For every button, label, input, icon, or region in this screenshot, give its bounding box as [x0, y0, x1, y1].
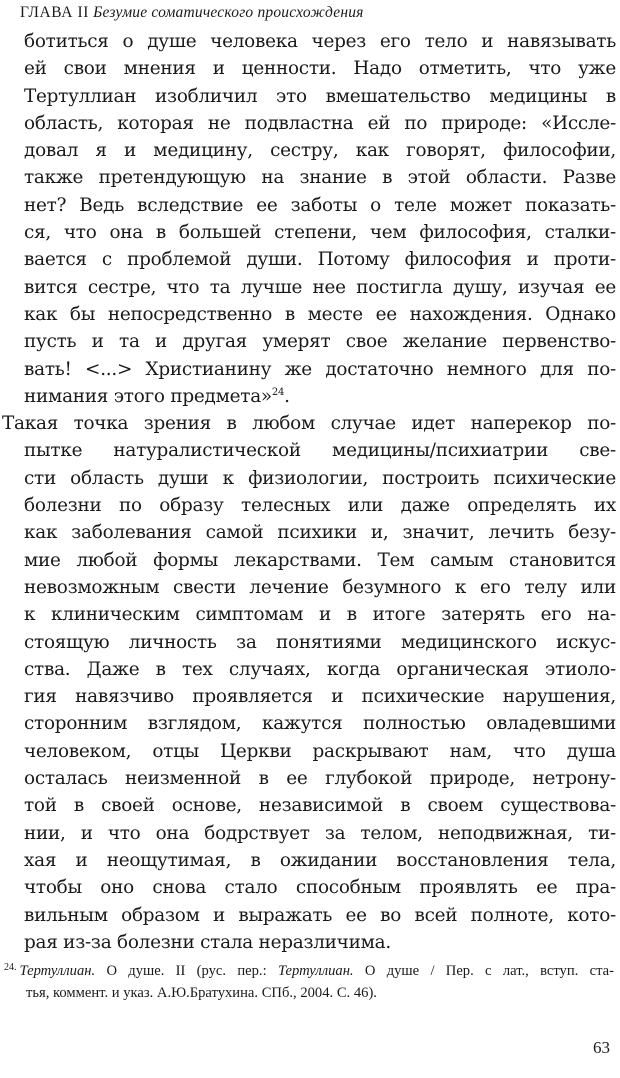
text-line: хая и неощутимая, в ожидании восстановления тела,	[24, 849, 616, 871]
text-line: гия навязчиво проявляется и психические нарушения,	[24, 686, 616, 708]
text-line: вается с проблемой души. Потому философия и проти-	[24, 249, 616, 271]
text-line: вится сестре, что та лучше нее постигла душу, изучая ее	[24, 276, 616, 298]
text-line: чтобы оно снова стало способным проявлять ее пра-	[24, 877, 616, 899]
text-line: вать! <...> Христианину же достаточно немного для по-	[24, 358, 616, 380]
footnote	[4, 960, 614, 1004]
text-line: мие любой формы лекарствами. Тем самым становится	[24, 549, 616, 571]
text-line: стоящую личность за понятиями медицинского искус-	[24, 631, 616, 653]
quote-block	[0, 28, 620, 410]
paragraph	[0, 410, 620, 956]
text-line-last: нимания этого предмета»$^{24}$.	[24, 385, 290, 407]
text-line: Тертуллиан изобличил это вмешательство медицины в	[24, 85, 616, 107]
text-line: ботиться о душе человека через его тело и навязывать	[24, 31, 616, 52]
quote-last-text: нимания этого предмета»	[24, 385, 272, 407]
text-line: той в своей основе, независимой в своем существова-	[24, 795, 616, 817]
text-line: болезни по образу телесных или даже определять их	[24, 495, 616, 517]
text-line: область, которая не подвластна ей по природе: «Иссле-	[24, 112, 616, 134]
footnote-author-2: Тертуллиан.	[277, 963, 354, 979]
footnote-line	[4, 960, 614, 982]
text-line: осталась неизменной в ее глубокой природе, нетрону-	[24, 768, 616, 790]
body-text	[0, 28, 620, 956]
text-line: ства. Даже в тех случаях, когда органическая этиоло-	[24, 658, 616, 680]
text-line: пусть и та и другая умерят свое желание первенство-	[24, 331, 616, 353]
text-line: вильным образом и выражать ее во всей полноте, кото-	[24, 904, 616, 926]
text-line: ся, что она в большей степени, чем философия, сталки-	[24, 222, 616, 244]
chapter-title: Безумие соматического происхождения	[93, 4, 364, 21]
footnote-line-2: тья, коммент. и указ. А.Ю.Братухина. СПб., 2004. С. 46).	[26, 985, 377, 1001]
text-line: человеком, отцы Церкви раскрывают нам, что душа	[24, 740, 616, 762]
footnote-marker: 24.	[4, 962, 17, 973]
text-line: как бы непосредственно в месте ее нахождения. Однако	[24, 303, 616, 325]
chapter-label: ГЛАВА II	[20, 4, 90, 21]
footnote-text: О душе. II (рус. пер.:	[106, 963, 267, 979]
footnote-author: Тертуллиан.	[19, 963, 96, 979]
text-line-last: рая из-за болезни стала неразличима.	[24, 931, 391, 953]
text-line: также претендующую на знание в этой области. Разве	[24, 167, 616, 189]
running-header	[20, 4, 610, 22]
text-line: к клиническим симптомам и в итоге затерять его на-	[24, 604, 616, 626]
text-line: нет? Ведь вследствие ее заботы о теле может показать-	[24, 194, 616, 216]
text-line: довал я и медицину, сестру, как говорят, философии,	[24, 140, 616, 162]
text-line: невозможным свести лечение безумного к его телу или	[24, 576, 616, 598]
text-line: Такая точка зрения в любом случае идет наперекор по-	[2, 413, 616, 435]
text-line: как заболевания самой психики и, значит, лечить безу-	[24, 522, 616, 544]
footnote-text-2: О душе / Пер. с лат., вступ. ста-	[364, 963, 614, 979]
text-line: нии, и что она бодрствует за телом, неподвижная, ти-	[24, 822, 616, 844]
page-number: 63	[593, 1038, 610, 1057]
text-line: пытке натуралистической медицины/психиатрии све-	[24, 440, 616, 462]
text-line: ей свои мнения и ценности. Надо отметить, что уже	[24, 58, 616, 80]
text-line: сторонним взглядом, кажутся полностью овладевшими	[24, 713, 616, 735]
text-line: сти область души к физиологии, построить психические	[24, 467, 616, 489]
footnote-reference[interactable]: 24	[271, 386, 285, 398]
